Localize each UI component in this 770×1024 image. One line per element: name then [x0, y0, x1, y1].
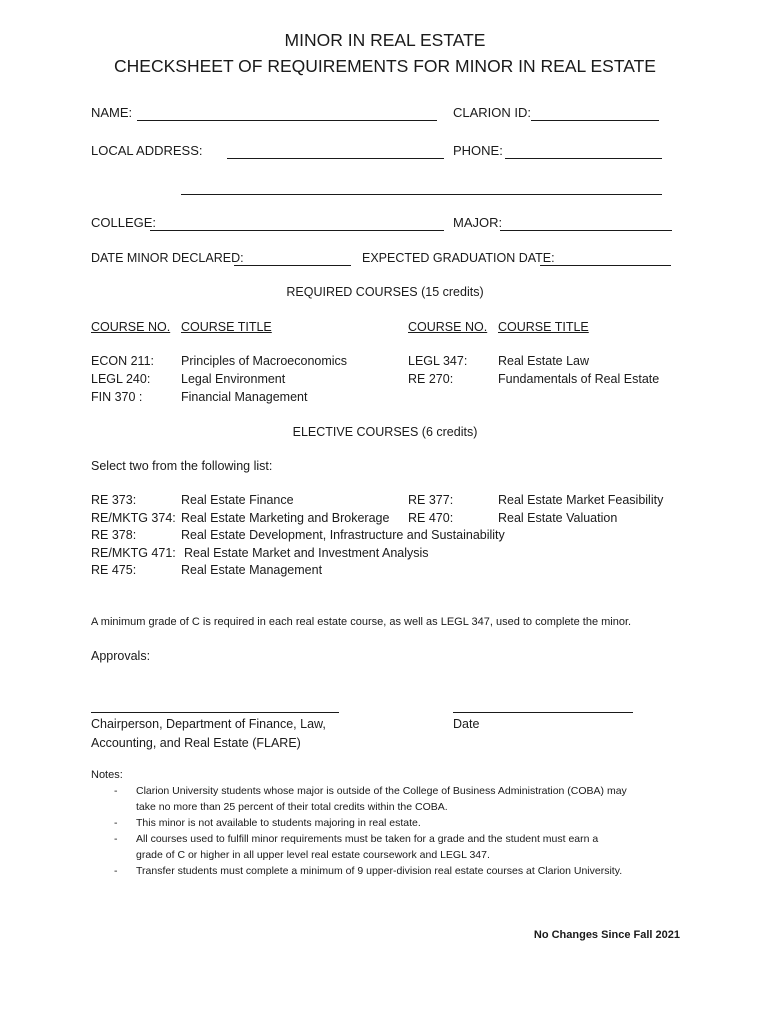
local-address-field-line[interactable]: [227, 158, 444, 159]
chairperson-signature-line[interactable]: [91, 712, 339, 713]
note-bullet: -: [114, 817, 118, 829]
elective-course-title: Real Estate Finance: [181, 493, 294, 507]
clarion-id-field-line[interactable]: [531, 120, 659, 121]
date-minor-declared-field-line[interactable]: [234, 265, 351, 266]
required-course-title: Fundamentals of Real Estate: [498, 372, 660, 386]
required-course-title: Financial Management: [181, 390, 308, 404]
page-subtitle: CHECKSHEET OF REQUIREMENTS FOR MINOR IN REAL ESTATE: [114, 56, 656, 76]
course-no-header-right: COURSE NO.: [408, 320, 488, 334]
elective-course-title: Real Estate Development, Infrastructure and Sustainability: [181, 528, 505, 542]
note-bullet: -: [114, 865, 118, 877]
name-field-line[interactable]: [137, 120, 437, 121]
required-course-no: LEGL 240:: [91, 372, 151, 386]
college-label: COLLEGE:: [91, 215, 157, 230]
page-title: MINOR IN REAL ESTATE: [284, 30, 486, 50]
elective-course-no: RE 378:: [91, 528, 137, 542]
clarion-id-label: CLARION ID:: [453, 105, 532, 120]
approvals-label: Approvals:: [91, 649, 151, 663]
course-title-header-left: COURSE TITLE: [181, 320, 272, 334]
elective-course-title: Real Estate Marketing and Brokerage: [181, 511, 390, 525]
elective-course-no: RE/MKTG 374:: [91, 511, 176, 525]
note-text: This minor is not available to students majoring in real estate.: [136, 817, 421, 829]
college-field-line[interactable]: [150, 230, 444, 231]
date-label: Date: [453, 717, 480, 731]
required-course-no: FIN 370 :: [91, 390, 143, 404]
name-label: NAME:: [91, 105, 133, 120]
note-bullet: -: [114, 785, 118, 797]
note-text: grade of C or higher in all upper level real estate coursework and LEGL 347.: [136, 849, 490, 861]
course-title-header-right: COURSE TITLE: [498, 320, 589, 334]
required-course-no: ECON 211:: [91, 354, 154, 368]
note-text: take no more than 25 percent of their total credits within the COBA.: [136, 801, 448, 813]
elective-course-title: Real Estate Management: [181, 563, 323, 577]
elective-course-title: Real Estate Valuation: [498, 511, 618, 525]
required-course-title: Real Estate Law: [498, 354, 590, 368]
required-course-no: LEGL 347:: [408, 354, 468, 368]
revision-note: No Changes Since Fall 2021: [533, 929, 680, 941]
address-line-2[interactable]: [181, 194, 662, 195]
elective-course-title: Real Estate Market Feasibility: [498, 493, 664, 507]
major-label: MAJOR:: [453, 215, 503, 230]
note-bullet: -: [114, 833, 118, 845]
chairperson-label-line1: Chairperson, Department of Finance, Law,: [91, 717, 326, 731]
phone-field-line[interactable]: [505, 158, 662, 159]
expected-graduation-field-line[interactable]: [540, 265, 671, 266]
notes-label: Notes:: [91, 769, 123, 781]
note-text: Transfer students must complete a minimum of 9 upper-division real estate courses at Clarion University.: [136, 865, 623, 877]
note-text: All courses used to fulfill minor requirements must be taken for a grade and the student must earn a: [136, 833, 599, 845]
local-address-label: LOCAL ADDRESS:: [91, 143, 203, 158]
note-text: Clarion University students whose major is outside of the College of Business Administration (COBA) may: [136, 785, 627, 797]
elective-instruction: Select two from the following list:: [91, 459, 273, 473]
required-course-no: RE 270:: [408, 372, 454, 386]
required-course-title: Legal Environment: [181, 372, 286, 386]
course-no-header-left: COURSE NO.: [91, 320, 171, 334]
chairperson-label-line2: Accounting, and Real Estate (FLARE): [91, 736, 301, 750]
elective-course-no: RE 470:: [408, 511, 454, 525]
date-minor-declared-label: DATE MINOR DECLARED:: [91, 251, 244, 265]
elective-courses-heading: ELECTIVE COURSES (6 credits): [292, 425, 478, 439]
expected-graduation-label: EXPECTED GRADUATION DATE:: [362, 251, 555, 265]
elective-course-no: RE 475:: [91, 563, 137, 577]
elective-course-title: Real Estate Market and Investment Analysis: [184, 546, 429, 560]
minimum-grade-note: A minimum grade of C is required in each real estate course, as well as LEGL 347, used to complete the minor.: [91, 616, 632, 628]
required-courses-heading: REQUIRED COURSES (15 credits): [286, 285, 484, 299]
major-field-line[interactable]: [500, 230, 672, 231]
approval-date-line[interactable]: [453, 712, 633, 713]
elective-course-no: RE/MKTG 471:: [91, 546, 176, 560]
elective-course-no: RE 373:: [91, 493, 137, 507]
phone-label: PHONE:: [453, 143, 503, 158]
elective-course-no: RE 377:: [408, 493, 454, 507]
required-course-title: Principles of Macroeconomics: [181, 354, 348, 368]
